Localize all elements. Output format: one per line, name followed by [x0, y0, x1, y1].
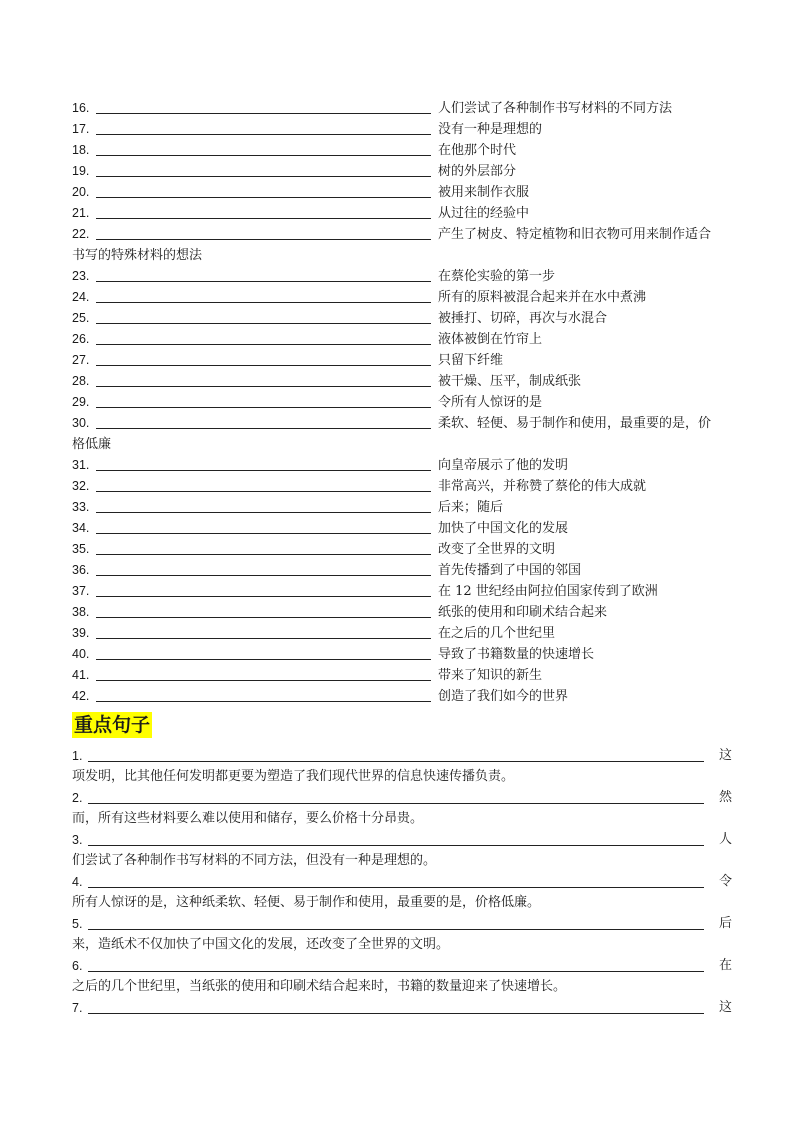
sentence-continuation: 们尝试了各种制作书写材料的不同方法，但没有一种是理想的。	[72, 853, 437, 868]
vocab-row	[72, 329, 732, 350]
answer-blank-line[interactable]	[96, 512, 431, 513]
item-number: 21.	[72, 206, 90, 220]
chinese-meaning: 在之后的几个世纪里	[438, 626, 556, 641]
vocab-row	[72, 392, 732, 413]
chinese-meaning: 带来了知识的新生	[438, 668, 543, 683]
answer-blank-line[interactable]	[96, 176, 431, 177]
item-number: 22.	[72, 227, 90, 241]
answer-blank-line[interactable]	[96, 386, 431, 387]
item-number: 17.	[72, 122, 90, 136]
chinese-meaning: 加快了中国文化的发展	[438, 521, 569, 536]
sentence-first-char: 令	[718, 874, 732, 889]
item-number: 33.	[72, 500, 90, 514]
chinese-meaning: 树的外层部分	[438, 164, 517, 179]
item-number: 18.	[72, 143, 90, 157]
item-number: 20.	[72, 185, 90, 199]
sentence-row	[72, 746, 732, 766]
item-number: 23.	[72, 269, 90, 283]
sentence-first-char: 然	[718, 790, 732, 805]
vocab-row	[72, 413, 732, 434]
sentence-first-char: 人	[718, 832, 732, 847]
vocab-row	[72, 161, 732, 182]
answer-blank-line[interactable]	[96, 638, 431, 639]
sentence-number: 1.	[72, 749, 83, 763]
chinese-meaning: 纸张的使用和印刷术结合起来	[438, 605, 608, 620]
meaning-continuation: 格低廉	[72, 437, 112, 452]
vocab-row	[72, 476, 732, 497]
vocab-row	[72, 665, 732, 686]
answer-blank-line[interactable]	[96, 470, 431, 471]
answer-blank-line[interactable]	[96, 659, 431, 660]
chinese-meaning: 在 12 世纪经由阿拉伯国家传到了欧洲	[438, 584, 658, 599]
answer-blank-line[interactable]	[96, 197, 431, 198]
sentence-list	[72, 746, 732, 1018]
item-number: 31.	[72, 458, 90, 472]
item-number: 41.	[72, 668, 90, 682]
meaning-continuation: 书写的特殊材料的想法	[72, 248, 203, 263]
vocab-row	[72, 308, 732, 329]
vocab-row	[72, 203, 732, 224]
item-number: 28.	[72, 374, 90, 388]
chinese-meaning: 所有的原料被混合起来并在水中煮沸	[438, 290, 647, 305]
sentence-blank-line[interactable]	[88, 845, 704, 846]
sentence-row	[72, 788, 732, 808]
chinese-meaning: 创造了我们如今的世界	[438, 689, 569, 704]
answer-blank-line[interactable]	[96, 323, 431, 324]
chinese-meaning: 向皇帝展示了他的发明	[438, 458, 569, 473]
item-number: 24.	[72, 290, 90, 304]
sentence-blank-line[interactable]	[88, 761, 704, 762]
sentence-first-char: 在	[718, 958, 732, 973]
sentence-continuation: 来，造纸术不仅加快了中国文化的发展，还改变了全世界的文明。	[72, 937, 450, 952]
chinese-meaning: 被捶打、切碎，再次与水混合	[438, 311, 608, 326]
answer-blank-line[interactable]	[96, 239, 431, 240]
vocabulary-list	[72, 98, 732, 707]
sentence-number: 3.	[72, 833, 83, 847]
sentence-first-char: 这	[718, 1000, 732, 1015]
vocab-row	[72, 581, 732, 602]
answer-blank-line[interactable]	[96, 575, 431, 576]
answer-blank-line[interactable]	[96, 155, 431, 156]
answer-blank-line[interactable]	[96, 365, 431, 366]
vocab-row	[72, 119, 732, 140]
answer-blank-line[interactable]	[96, 302, 431, 303]
sentence-continuation: 所有人惊讶的是，这种纸柔软、轻便、易于制作和使用，最重要的是，价格低廉。	[72, 895, 541, 910]
vocab-row	[72, 266, 732, 287]
chinese-meaning: 只留下纤维	[438, 353, 504, 368]
answer-blank-line[interactable]	[96, 344, 431, 345]
chinese-meaning: 柔软、轻便、易于制作和使用，最重要的是，价	[438, 416, 712, 431]
section-heading: 重点句子	[74, 714, 151, 736]
sentence-number: 4.	[72, 875, 83, 889]
sentence-first-char: 这	[718, 748, 732, 763]
chinese-meaning: 改变了全世界的文明	[438, 542, 556, 557]
vocab-row	[72, 518, 732, 539]
item-number: 19.	[72, 164, 90, 178]
item-number: 35.	[72, 542, 90, 556]
item-number: 40.	[72, 647, 90, 661]
answer-blank-line[interactable]	[96, 491, 431, 492]
item-number: 26.	[72, 332, 90, 346]
sentence-blank-line[interactable]	[88, 971, 704, 972]
item-number: 37.	[72, 584, 90, 598]
chinese-meaning: 首先传播到了中国的邻国	[438, 563, 582, 578]
sentence-row	[72, 956, 732, 976]
vocab-row	[72, 182, 732, 203]
vocab-row	[72, 539, 732, 560]
answer-blank-line[interactable]	[96, 701, 431, 702]
vocab-row	[72, 497, 732, 518]
answer-blank-line[interactable]	[96, 680, 431, 681]
sentence-number: 2.	[72, 791, 83, 805]
item-number: 36.	[72, 563, 90, 577]
answer-blank-line[interactable]	[96, 596, 431, 597]
item-number: 29.	[72, 395, 90, 409]
sentence-number: 6.	[72, 959, 83, 973]
chinese-meaning: 人们尝试了各种制作书写材料的不同方法	[438, 101, 673, 116]
sentence-row	[72, 914, 732, 934]
sentence-row	[72, 998, 732, 1018]
item-number: 39.	[72, 626, 90, 640]
vocab-row	[72, 98, 732, 119]
answer-blank-line[interactable]	[96, 281, 431, 282]
item-number: 30.	[72, 416, 90, 430]
answer-blank-line[interactable]	[96, 533, 431, 534]
sentence-blank-line[interactable]	[88, 887, 704, 888]
item-number: 38.	[72, 605, 90, 619]
chinese-meaning: 从过往的经验中	[438, 206, 530, 221]
vocab-row	[72, 560, 732, 581]
answer-blank-line[interactable]	[96, 218, 431, 219]
vocab-row	[72, 140, 732, 161]
sentence-blank-line[interactable]	[88, 1013, 704, 1014]
sentence-blank-line[interactable]	[88, 929, 704, 930]
chinese-meaning: 液体被倒在竹帘上	[438, 332, 543, 347]
vocab-row	[72, 623, 732, 644]
item-number: 32.	[72, 479, 90, 493]
key-sentences-section	[72, 712, 152, 738]
chinese-meaning: 令所有人惊讶的是	[438, 395, 543, 410]
vocab-row	[72, 224, 732, 245]
answer-blank-line[interactable]	[96, 407, 431, 408]
vocab-row	[72, 686, 732, 707]
sentence-row	[72, 872, 732, 892]
answer-blank-line[interactable]	[96, 113, 431, 114]
item-number: 25.	[72, 311, 90, 325]
chinese-meaning: 被干燥、压平，制成纸张	[438, 374, 582, 389]
sentence-continuation: 项发明，比其他任何发明都更要为塑造了我们现代世界的信息快速传播负责。	[72, 769, 515, 784]
chinese-meaning: 在蔡伦实验的第一步	[438, 269, 556, 284]
sentence-continuation: 而，所有这些材料要么难以使用和储存，要么价格十分昂贵。	[72, 811, 424, 826]
chinese-meaning: 在他那个时代	[438, 143, 517, 158]
sentence-first-char: 后	[718, 916, 732, 931]
vocab-row	[72, 371, 732, 392]
chinese-meaning: 产生了树皮、特定植物和旧衣物可用来制作适合	[438, 227, 712, 242]
item-number: 27.	[72, 353, 90, 367]
vocab-row	[72, 455, 732, 476]
answer-blank-line[interactable]	[96, 617, 431, 618]
vocab-row	[72, 350, 732, 371]
item-number: 42.	[72, 689, 90, 703]
chinese-meaning: 导致了书籍数量的快速增长	[438, 647, 595, 662]
chinese-meaning: 后来；随后	[438, 500, 504, 515]
sentence-number: 5.	[72, 917, 83, 931]
answer-blank-line[interactable]	[96, 134, 431, 135]
sentence-blank-line[interactable]	[88, 803, 704, 804]
chinese-meaning: 没有一种是理想的	[438, 122, 543, 137]
sentence-continuation: 之后的几个世纪里，当纸张的使用和印刷术结合起来时，书籍的数量迎来了快速增长。	[72, 979, 567, 994]
item-number: 34.	[72, 521, 90, 535]
chinese-meaning: 被用来制作衣服	[438, 185, 530, 200]
chinese-meaning: 非常高兴，并称赞了蔡伦的伟大成就	[438, 479, 647, 494]
answer-blank-line[interactable]	[96, 428, 431, 429]
sentence-row	[72, 830, 732, 850]
sentence-number: 7.	[72, 1001, 83, 1015]
vocab-row	[72, 287, 732, 308]
answer-blank-line[interactable]	[96, 554, 431, 555]
vocab-row	[72, 644, 732, 665]
vocab-row	[72, 602, 732, 623]
item-number: 16.	[72, 101, 90, 115]
